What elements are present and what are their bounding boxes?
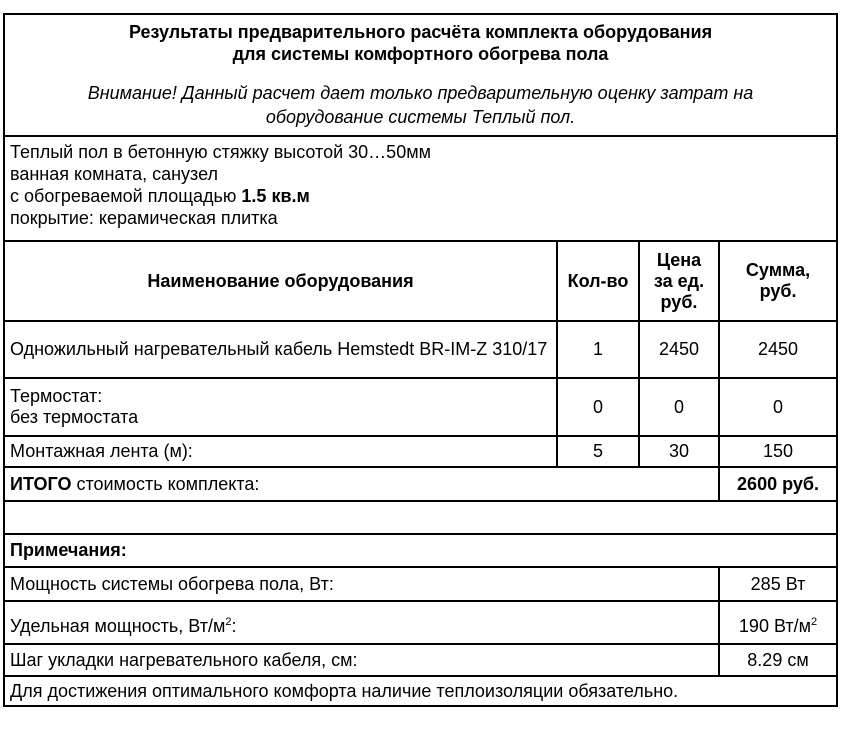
title-line-2: для системы комфортного обогрева пола: [232, 44, 609, 64]
item-name-line-1: Термостат:: [10, 386, 103, 406]
item-sum: 0: [719, 378, 837, 436]
specific-label-text: Удельная мощность, Вт/м: [10, 616, 226, 636]
power-row: [4, 567, 837, 601]
table-row: [4, 321, 837, 378]
specific-power-row: [4, 601, 837, 644]
step-label: Шаг укладки нагревательного кабеля, см:: [4, 644, 719, 676]
specific-label-suffix: :: [231, 616, 237, 636]
col-header-name: Наименование оборудования: [4, 241, 557, 321]
item-name-line-2: без термостата: [10, 407, 139, 427]
notes-heading-row: [4, 534, 837, 567]
item-qty: 1: [557, 321, 639, 378]
header-row: [4, 241, 837, 321]
total-row: [4, 467, 837, 501]
spec-row: [4, 136, 837, 241]
warning-text: [15, 81, 826, 129]
specific-label-sup: 2: [225, 616, 232, 628]
notes-heading: Примечания:: [4, 534, 837, 567]
item-name: [4, 378, 557, 436]
total-text: стоимость комплекта:: [71, 473, 260, 494]
specific-value-text: 190 Вт/м: [738, 616, 811, 636]
total-label: [4, 467, 719, 501]
title-row: [4, 14, 837, 136]
item-sum: 150: [719, 436, 837, 467]
specific-power-value: [719, 601, 837, 644]
spec-line-3: [10, 185, 831, 207]
spec-line-1: Теплый пол в бетонную стяжку высотой 30…50мм: [10, 142, 431, 162]
total-value: 2600 руб.: [719, 467, 837, 501]
item-qty: 5: [557, 436, 639, 467]
step-row: [4, 644, 837, 676]
power-value: 285 Вт: [719, 567, 837, 601]
item-price: 30: [639, 436, 719, 467]
spec-area-value: 1.5 кв.м: [241, 186, 310, 206]
col-header-price: Цена за ед. руб.: [639, 241, 719, 321]
step-value: 8.29 см: [719, 644, 837, 676]
item-price: 2450: [639, 321, 719, 378]
item-sum: 2450: [719, 321, 837, 378]
spec-line-2: ванная комната, санузел: [10, 164, 219, 184]
specific-power-label: [4, 601, 719, 644]
calculation-table: [3, 13, 838, 707]
col-header-qty: Кол-во: [557, 241, 639, 321]
footer-note: Для достижения оптимального комфорта наличие теплоизоляции обязательно.: [4, 676, 837, 706]
spec-area-label: с обогреваемой площадью: [10, 186, 242, 206]
item-qty: 0: [557, 378, 639, 436]
warning-line-1: Внимание! Данный расчет дает только предварительную оценку затрат на: [87, 83, 754, 103]
total-bold: ИТОГО: [10, 473, 72, 494]
table-row: [4, 378, 837, 436]
item-name: Монтажная лента (м):: [4, 436, 557, 467]
item-price: 0: [639, 378, 719, 436]
warning-line-2: оборудование системы Теплый пол.: [265, 107, 576, 127]
spec-line-4: покрытие: керамическая плитка: [10, 208, 278, 228]
footer-row: [4, 676, 837, 706]
col-header-sum: Сумма, руб.: [719, 241, 837, 321]
title-line-1: Результаты предварительного расчёта комплекта оборудования: [128, 22, 713, 42]
specific-value-sup: 2: [810, 616, 818, 628]
item-name: Одножильный нагревательный кабель Hemstedt BR-IM-Z 310/17: [4, 321, 557, 378]
empty-row: [4, 501, 837, 534]
table-row: [4, 436, 837, 467]
power-label: Мощность системы обогрева пола, Вт:: [4, 567, 719, 601]
